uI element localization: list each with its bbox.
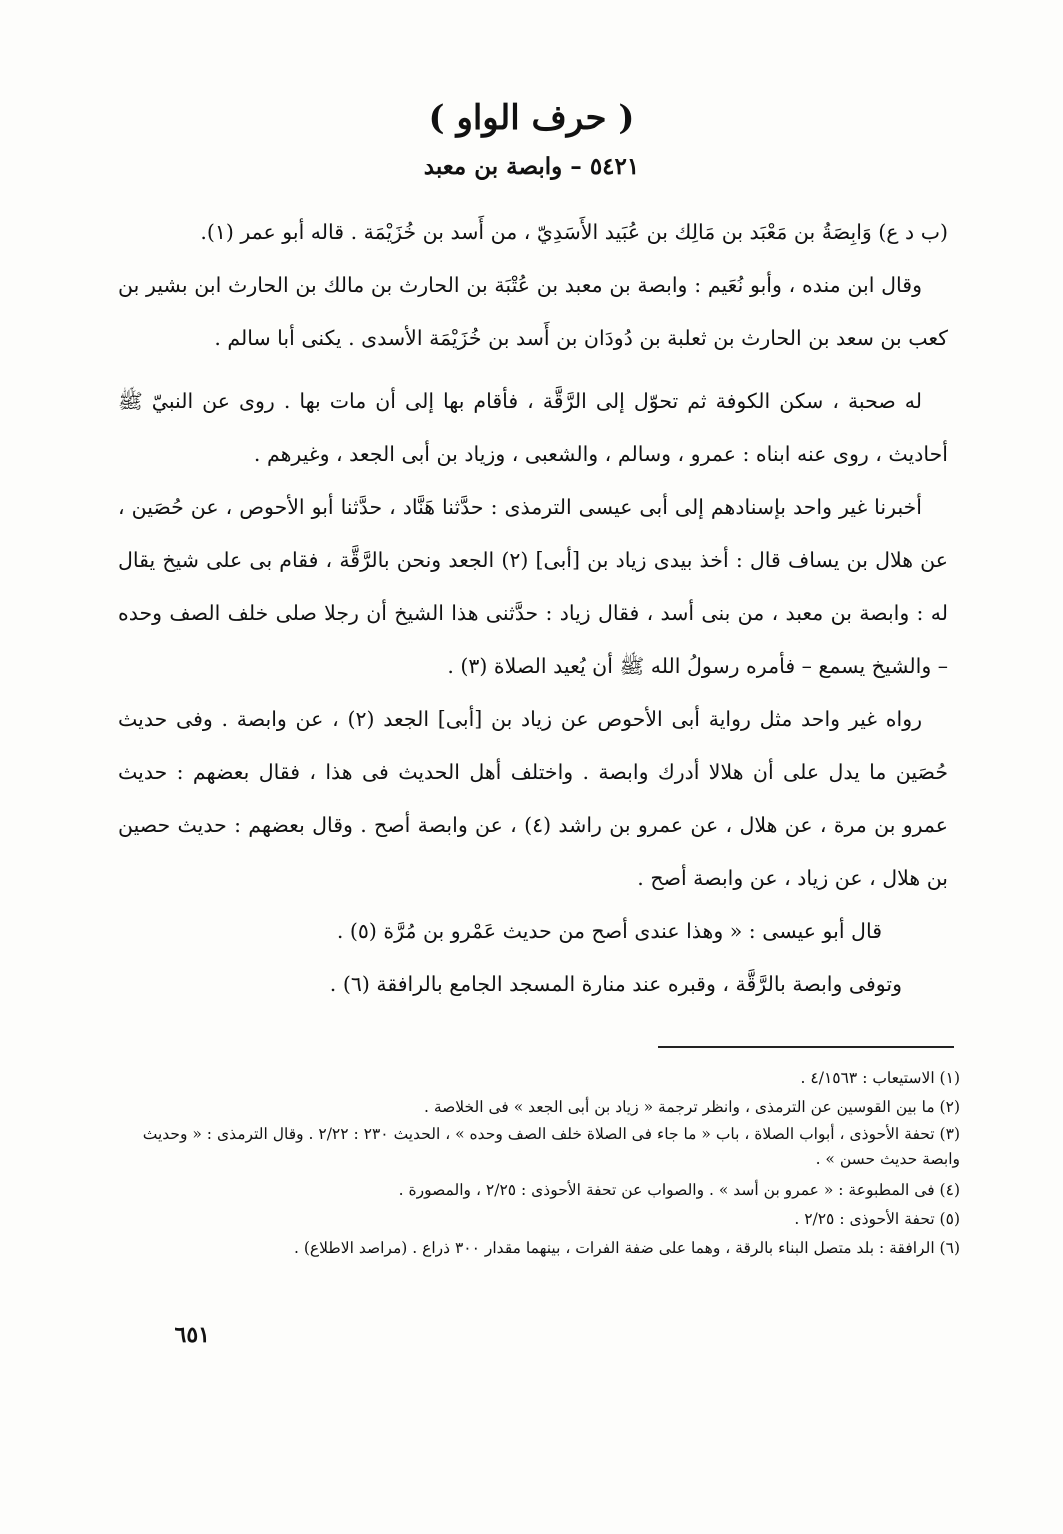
- paragraph-lineage: (ب د ع) وَابِصَةُ بن مَعْبَد بن مَالِك بن عُبَيد الأَسَدِيّ ، من أَسد بن خُزَيْمَة . قاله أبو عمر (١).: [200, 220, 948, 244]
- entry-heading: ٥٤٢١ – وابصة بن معبد: [423, 153, 640, 180]
- footnote-2: (٢) ما بين القوسين عن الترمذى ، وانظر ترجمة « زياد بن أبى الجعد » فى الخلاصة .: [423, 1098, 960, 1116]
- footnotes: [140, 1064, 960, 1263]
- footnote-4: (٤) فى المطبوعة : « عمرو بن أسد » . والصواب عن تحفة الأحوذى : ٢/٢٥ ، والمصورة .: [398, 1181, 960, 1199]
- paragraph-narration-variants: رواه غير واحد مثل رواية أبى الأحوص عن زياد بن [أبى] الجعد (٢) ، عن وابصة . وفى حديث حُصَين ما يدل على أن هلالا أدرك وابصة . واختلف أهل الحديث فى هذا ، فقال بعضهم : حديث عمرو بن مرة ، عن هلال ، عن عمرو بن راشد (٤) ، عن وابصة أصح . وقال بعضهم : حديث حصين بن هلال ، عن زياد ، عن وابصة أصح .: [118, 707, 948, 890]
- page-number: ٦٥١: [174, 1322, 210, 1348]
- footnote-3: (٣) تحفة الأحوذى ، أبواب الصلاة ، باب « ما جاء فى الصلاة خلف الصف وحده » ، الحديث ٢٣٠ : ٢/٢٢ . وقال الترمذى : « وحديث وابصة حديث حسن » .: [142, 1125, 960, 1168]
- footnote-6: (٦) الرافقة : بلد متصل البناء بالرقة ، وهما على ضفة الفرات ، بينهما مقدار ٣٠٠ ذراع . (مراصد الاطلاع) .: [294, 1239, 960, 1257]
- paragraph-hadith-chain: أخبرنا غير واحد بإسنادهم إلى أبى عيسى الترمذى : حدَّثنا هَنَّاد ، حدَّثنا أبو الأحوص ، عن حُصَين ، عن هلال بن يساف قال : أخذ بيدى زياد بن [أبى] (٢) الجعد ونحن بالرَّقَّة ، فقام بى على شيخ يقال له : وابصة بن معبد ، من بنى أسد ، فقال زياد : حدَّثنى هذا الشيخ أن رجلا صلى خلف الصف وحده – والشيخ يسمع – فأمره رسولُ الله ﷺ أن يُعيد الصلاة (٣) .: [118, 495, 948, 678]
- paragraph-death: وتوفى وابصة بالرَّقَّة ، وقبره عند منارة المسجد الجامع بالرافقة (٦) .: [329, 972, 902, 996]
- entry-body: [118, 206, 948, 1011]
- footnote-1: (١) الاستيعاب : ٤/١٥٦٣ .: [800, 1069, 960, 1087]
- paragraph-tirmidhi-opinion: قال أبو عيسى : « وهذا عندى أصح من حديث عَمْرو بن مُرَّة (٥) .: [336, 919, 882, 943]
- footnote-separator: [658, 1046, 954, 1048]
- section-title: ( حرف الواو ): [428, 98, 635, 138]
- paragraph-companionship: له صحبة ، سكن الكوفة ثم تحوّل إلى الرَّقَّة ، فأقام بها إلى أن مات بها . روى عن النبيّ ﷺ أحاديث ، روى عنه ابناه : عمرو ، وسالم ، والشعبى ، وزياد بن أبى الجعد ، وغيرهم .: [118, 389, 948, 466]
- paragraph-alt-lineage: وقال ابن منده ، وأبو نُعَيم : وابصة بن معبد بن عُتْبَة بن الحارث بن مالك بن الحارث ابن بشير بن كعب بن سعد بن الحارث بن ثعلبة بن دُودَان بن أَسد بن خُزَيْمَة الأسدى . يكنى أبا سالم .: [118, 273, 948, 350]
- footnote-5: (٥) تحفة الأحوذى : ٢/٢٥ .: [794, 1210, 960, 1228]
